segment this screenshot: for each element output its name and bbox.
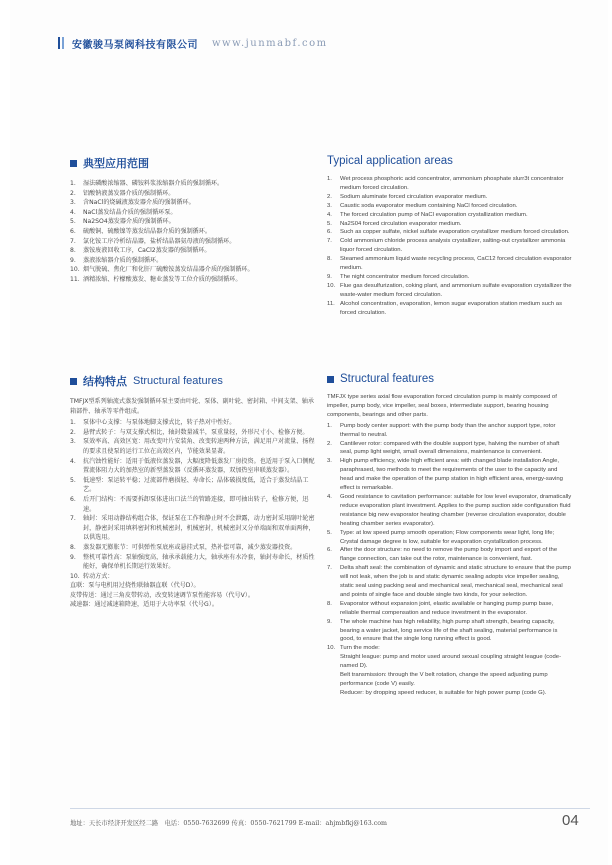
drive-mode-item: Belt transmission: through the V belt rotation, change the speed adjusting pump performance (code V) easily. xyxy=(340,672,548,687)
list-item-text: Good resistance to cavitation performance: suitable for low level evaporator, dramatically reduce evaporation plant investment. Applies to the pump suction side configuration fluid resistance big new evaporator heating chamber (reverse circulation evaporator, double heating chamber series evaporator). xyxy=(340,493,572,527)
list-item xyxy=(327,564,572,600)
list-item-text: 整机可靠性高：泵轴强度高，轴承承载能力大，轴承座有水冷套，轴封寿命长，材质性能好，确保单机长期运行效果好。 xyxy=(83,553,315,571)
list-item-number: 1. xyxy=(327,176,332,182)
structure-en-title: Structural features xyxy=(340,373,434,385)
list-item xyxy=(70,476,315,495)
drive-modes-zh xyxy=(70,581,315,610)
list-item-number: 9. xyxy=(327,273,332,280)
list-item xyxy=(70,217,315,227)
applications-zh-heading xyxy=(70,155,315,171)
drive-mode-item: 直联：泵与电机用过挠性联轴器直联（代号D）。 xyxy=(70,582,200,590)
list-item-number: 7. xyxy=(327,565,332,572)
list-item xyxy=(327,618,572,645)
list-item xyxy=(327,202,572,211)
list-item-number: 11. xyxy=(327,300,335,307)
list-item xyxy=(327,440,572,458)
list-item-number: 4. xyxy=(327,211,332,218)
list-item-text: Pump body center support: with the pump body than the anchor support type, rotor thermal to neutral. xyxy=(340,422,556,438)
list-item-number: 4. xyxy=(327,493,332,500)
list-item-text: Sodium aluminate forced circulation evaporator medium. xyxy=(340,193,488,200)
footer-divider xyxy=(70,808,590,809)
list-item-text: Wet process phosphoric acid concentrator, ammonium phosphate slurr3t concentrator medium forced circulation. xyxy=(340,176,564,191)
structure-en-list xyxy=(327,422,572,654)
list-item xyxy=(327,220,572,229)
list-item-text: 铝酸钠液蒸发器介质的强制循环。 xyxy=(83,189,175,197)
list-item-text: High pump efficiency, wide high efficient area: with changed blade installation Angle, paraphrased, two methods to meet the requirements of the user to the capacity and head and make the operation of the pump station in high efficient area, energy-saving effect is remarkable. xyxy=(340,458,563,492)
list-item-number: 8. xyxy=(70,247,76,255)
list-item-text: Steamed ammonium liquid waste recycling process, CaC12 forced circulation evaporator medium. xyxy=(340,256,572,272)
list-item xyxy=(70,418,315,428)
drive-mode-item: Straight league: pump and motor used around sexual coupling straight league (code-named D). xyxy=(340,654,562,670)
list-item-text: 泵体中心支撑：与泵体地脚支撑式比，转子热对中性好。 xyxy=(83,419,236,427)
list-item-text: Na2S04 forced circulation evaporator medium. xyxy=(340,220,462,227)
list-item-text: 转动方式： xyxy=(83,572,114,580)
list-item-text: Cold ammonium chloride process analysis crystallizer, salting-out crystallizer ammonia liquor forced circulation. xyxy=(340,238,566,254)
list-item-number: 8. xyxy=(327,600,332,607)
list-item xyxy=(70,256,315,266)
list-item xyxy=(70,246,315,256)
applications-zh-list xyxy=(70,179,315,285)
list-item xyxy=(327,600,572,618)
list-item-number: 4. xyxy=(70,457,76,465)
list-item-text: 蒸铵废液回收工序，CaCl2蒸发器的强制循环。 xyxy=(83,247,211,255)
list-item xyxy=(327,273,572,282)
list-item-text: 蒸发器无膨胀节：可供弹性泵底座或悬挂式泵，热补偿可靠，减少蒸发器投资。 xyxy=(83,543,297,551)
list-item xyxy=(327,529,572,547)
list-item-number: 7. xyxy=(70,515,76,523)
list-item xyxy=(327,237,572,255)
list-item xyxy=(70,179,315,189)
list-item-number: 5. xyxy=(70,218,76,226)
list-item-number: 4. xyxy=(70,208,76,216)
list-item-number: 1. xyxy=(70,419,76,427)
bullet-square-icon xyxy=(70,378,77,385)
list-item-number: 3. xyxy=(327,202,332,209)
list-item xyxy=(70,208,315,218)
structure-zh-intro: TMFJX型系列轴流式蒸发强制循环泵主要由叶轮、泵体、副叶轮、密封箱、中间支架、轴承箱部件、轴承等零件组成。 xyxy=(70,398,314,415)
list-item xyxy=(70,553,315,572)
list-item xyxy=(70,437,315,456)
list-item-text: After the door structure: no need to remove the pump body import and export of the flange connection, can take out the rotor, maintenance is convenient, fast. xyxy=(340,547,558,563)
list-item-number: 2. xyxy=(327,193,332,200)
list-item-text: Delta shaft seal: the combination of dynamic and static structure to ensure that the pump will not leak, when the job is and static dynamic sealing adopts vice impeller sealing, static seal using packing seal and mechanical seal, mechanical seal, mechanical seal and points of single face and double single two kinds, for your selection. xyxy=(340,565,571,598)
company-name: 安徽骏马泵阀科技有限公司 xyxy=(72,39,198,51)
list-item-number: 10. xyxy=(70,572,80,580)
applications-en-heading xyxy=(327,155,572,167)
structure-zh-title: 结构特点 xyxy=(83,375,127,388)
list-item xyxy=(327,193,572,202)
list-item-number: 9. xyxy=(327,618,332,625)
list-item-number: 7. xyxy=(70,237,76,245)
list-item-number: 6. xyxy=(327,229,332,236)
list-item xyxy=(70,457,315,476)
list-item xyxy=(327,422,572,440)
list-item xyxy=(327,457,572,493)
drive-mode-item: 减速器：通过减速箱降速，适用于大功率泵（代号G）。 xyxy=(70,601,218,609)
list-item xyxy=(70,275,315,285)
drive-modes-en xyxy=(327,653,572,698)
list-item-number: 5. xyxy=(327,220,332,227)
list-item-text: 氯化铵工序冷析结晶器，盐析结晶器氨母液的强制循环。 xyxy=(83,237,236,245)
list-item-number: 2. xyxy=(70,428,76,436)
list-item-number: 10. xyxy=(70,266,80,274)
list-item-text: 硫酸铜、硫酸镍等蒸发结晶器介质的强制循环。 xyxy=(83,227,211,235)
list-item-number: 10. xyxy=(327,282,336,289)
list-item-text: The forced circulation pump of NaCl evaporation crystallization medium. xyxy=(340,211,528,218)
list-item xyxy=(70,495,315,514)
header-bar xyxy=(58,34,328,52)
list-item-text: Turn the mode: xyxy=(340,645,380,652)
structure-zh-list xyxy=(70,418,315,581)
list-item-text: Flue gas desulfurization, coking plant, and ammonium sulfate evaporation crystallizer the waste-water medium forced circulation. xyxy=(340,282,572,298)
list-item-text: 烟气脱硫、焦化厂和化肝厂硫酸铵蒸发结晶器介质的强制循环。 xyxy=(83,266,254,274)
list-item-text: 蒸液浓缩器介质的强制循环。 xyxy=(83,256,163,264)
applications-en-title: Typical application areas xyxy=(327,155,453,167)
structure-zh-heading xyxy=(70,373,315,389)
list-item-number: 6. xyxy=(70,227,76,235)
list-item-number: 6. xyxy=(327,547,332,554)
page xyxy=(10,0,608,865)
bullet-square-icon xyxy=(70,160,77,167)
list-item-number: 7. xyxy=(327,238,332,245)
list-item-text: NaCl蒸发结晶介质的强制循环泵。 xyxy=(83,208,177,216)
list-item xyxy=(70,265,315,275)
structure-en-section xyxy=(327,373,572,698)
list-item xyxy=(70,237,315,247)
list-item xyxy=(70,543,315,553)
list-item-number: 5. xyxy=(70,476,76,484)
list-item-text: Type: at low speed pump smooth operation; Flow components wear light, long life; Crystal damage degree is low, suitable for evaporation crystallization process. xyxy=(340,529,555,545)
list-item-text: The night concentrator medium forced circulation. xyxy=(340,273,470,280)
list-item-number: 5. xyxy=(327,529,332,536)
list-item-text: 后开门结构：不需要拆卸泵体进出口法兰的管路连接，即可抽出转子，检修方便，迅速。 xyxy=(83,495,309,513)
list-item-text: 湿法磷酸浓缩器、磷铵料浆浓缩器介质的强制循环。 xyxy=(83,180,224,187)
list-item-number: 1. xyxy=(327,422,332,429)
list-item xyxy=(70,227,315,237)
list-item xyxy=(70,198,315,208)
list-item xyxy=(327,175,572,193)
list-item-text: The whole machine has high reliability, high pump shaft strength, bearing capacity, bearing a water jacket, long service life of the shaft sealing, material performance is good, to ensure that the single long running effect is good. xyxy=(340,618,558,643)
list-item-text: 轴封：采用动静结构组合体，保证泵在工作和静止时不会泄露，动力密封采用副叶轮密封，静密封采用填料密封和机械密封，机械密封，机械密封又分单端面和双单面两种，以供选用。 xyxy=(83,515,315,542)
list-item-text: 低速型：泵运转平稳；过流部件磨损轻、寿命长；晶体破损度低，适合于蒸发结晶工艺。 xyxy=(83,476,309,494)
bullet-square-icon xyxy=(327,376,334,383)
drive-mode-item: 皮带传送：通过三角皮带转动，改变转速调节泵性能容易（代号V）。 xyxy=(70,591,254,599)
list-item xyxy=(70,189,315,199)
list-item-text: 泵效率高、高效区宽：用改变叶片安装角、改变转速两种方法，满足用户对流量、扬程的要求且使泵的运行工位在高效区内，节能效果显著。 xyxy=(83,438,315,455)
list-item-number: 8. xyxy=(70,543,76,551)
list-item xyxy=(327,644,572,653)
list-item-text: 抗汽蚀性能好：适用于低液位蒸发器，大幅度降低蒸发厂房投资。也适用于泵入口侧配置流体阻力大的加热室的新型蒸发器（反循环蒸发器，双加热室串联蒸发器）。 xyxy=(83,457,315,475)
list-item-text: Such as copper sulfate, nickel sulfate evaporation crystallizer medium forced circulation. xyxy=(340,229,570,236)
list-item-number: 3. xyxy=(70,199,76,207)
structure-en-heading xyxy=(327,373,572,385)
list-item-text: Na2SO4蒸发器介质的强制循环。 xyxy=(83,218,175,226)
list-item xyxy=(70,572,315,582)
list-item xyxy=(327,255,572,273)
list-item xyxy=(327,211,572,220)
list-item xyxy=(327,282,572,300)
list-item-number: 1. xyxy=(70,180,76,187)
list-item-number: 11. xyxy=(70,275,80,283)
list-item-number: 6. xyxy=(70,495,76,503)
applications-en-list xyxy=(327,175,572,318)
list-item-number: 3. xyxy=(70,438,76,446)
header-marker-secondary xyxy=(62,37,64,49)
structure-zh-title-en: Structural features xyxy=(133,375,223,387)
list-item-text: 含NaCl的烧碱液蒸发器介质的强制循环。 xyxy=(83,199,195,207)
applications-zh-title: 典型应用范围 xyxy=(83,157,149,170)
structure-en-intro: TMFJX type series axial flow evaporation forced circulation pump is mainly composed of impeller, pump body, vice impeller, seal boxes, intermediate support, bearing housing components, bearings and other parts. xyxy=(327,394,557,418)
list-item xyxy=(327,228,572,237)
structure-zh-section xyxy=(70,373,315,610)
list-item-number: 10. xyxy=(327,645,336,652)
list-item-number: 2. xyxy=(70,189,76,197)
list-item-text: Alcohol concentration, evaporation, lemon sugar evaporation station medium such as forced circulation. xyxy=(340,300,563,316)
list-item xyxy=(327,546,572,564)
list-item-number: 8. xyxy=(327,256,332,263)
list-item-text: Cantilever rotor: compared with the double support type, halving the number of shaft seal, pump light weight, small overall dimensions, maintenance is convenient. xyxy=(340,440,560,456)
list-item-number: 2. xyxy=(327,440,332,447)
list-item-number: 3. xyxy=(327,458,332,465)
list-item xyxy=(327,493,572,529)
list-item xyxy=(327,300,572,318)
page-number: 04 xyxy=(562,812,579,829)
applications-zh-section xyxy=(70,155,315,285)
list-item xyxy=(70,514,315,543)
list-item-number: 9. xyxy=(70,553,76,561)
list-item-text: Evaporator without expansion joint, elastic available or hanging pump pump base, reliable thermal compensation and reduce investment in the evaporator. xyxy=(340,600,554,616)
list-item xyxy=(70,428,315,438)
header-marker xyxy=(58,37,60,49)
list-item-text: 酒精浓缩、柠檬酸蒸发、糖业蒸发等工位介质的强制循环。 xyxy=(83,275,242,283)
applications-en-section xyxy=(327,155,572,318)
list-item-text: 悬臂式转子：与双支撑式相比，轴封数量减半，泵重量轻，外形尺寸小、检修方便。 xyxy=(83,428,309,436)
website-url: www.junmabf.com xyxy=(212,37,328,49)
footer-contact: 地址：天长市经济开发区经二路 电话：0550-7632699 传真：0550-7621799 E-mail：ahjmbfkj@163.com xyxy=(70,820,387,827)
list-item-number: 9. xyxy=(70,256,76,264)
list-item-text: Caustic soda evaporator medium containing NaCl forced circulation. xyxy=(340,202,518,209)
drive-mode-item: Reducer: by dropping speed reducer, is suitable for high power pump (code G). xyxy=(340,689,547,696)
